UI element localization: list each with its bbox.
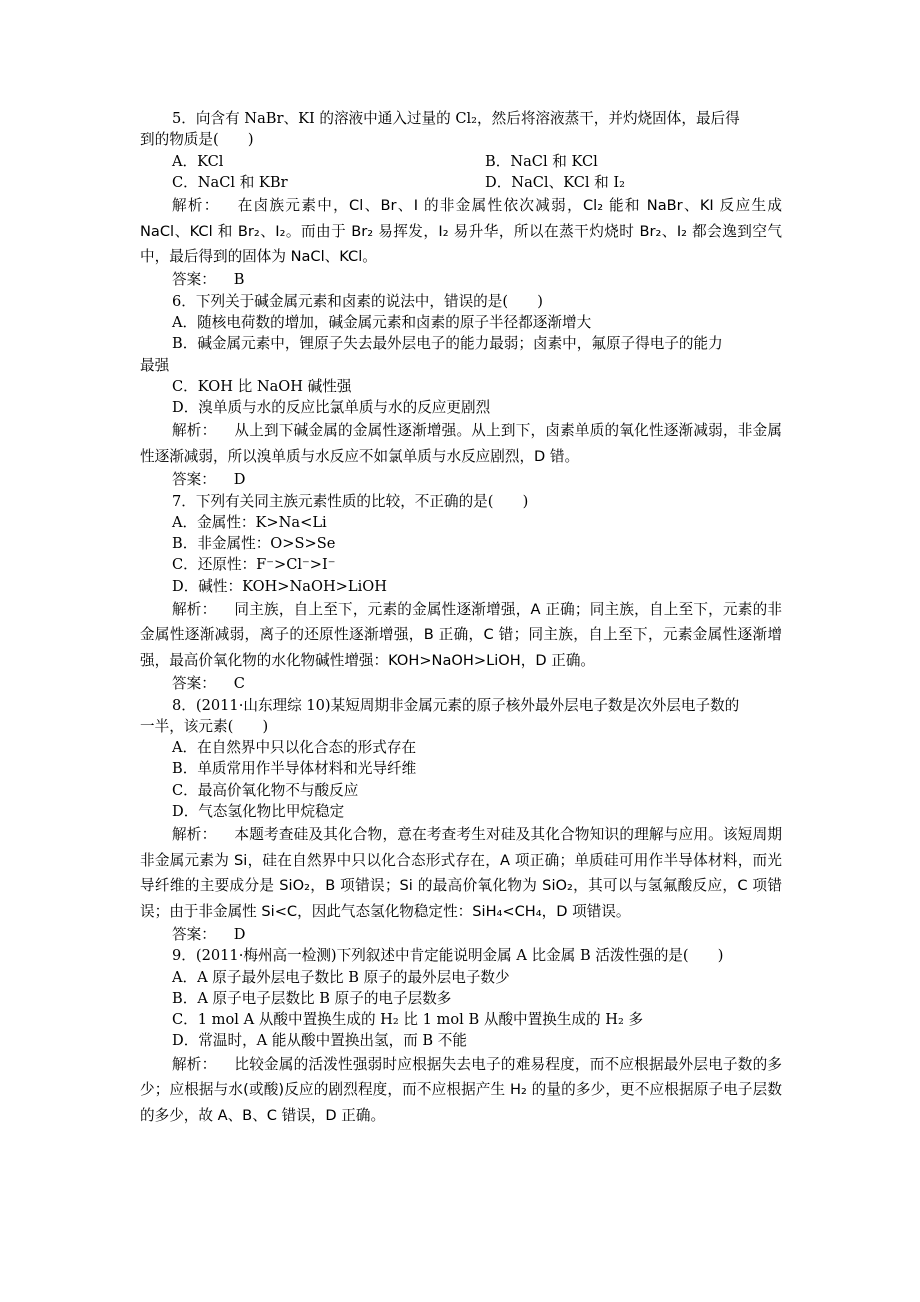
q7-option-d: D．碱性：KOH>NaOH>LiOH — [172, 577, 387, 595]
q8-option-d: D．气态氢化物比甲烷稳定 — [172, 803, 345, 821]
q9-explanation — [140, 1052, 782, 1128]
q8-explanation-text: 本题考查硅及其化合物，意在考查考生对硅及其化合物知识的理解与应用。该短周期非金属元素为 Si，硅在自然界中只以化合态形式存在，A 项正确；单质硅可用作半导体材料，而光导纤维的主要成分是 SiO₂，B 项错误；Si 的最高价氧化物为 SiO₂，其可以与氢氟酸反应，C 项错误；由于非金属性 Si<C，因此气态氢化物稳定性：SiH₄<CH₄，D 项错误。 — [140, 826, 782, 920]
q5-stem-line-1: 5．向含有 NaBr、KI 的溶液中通入过量的 Cl₂，然后将溶液蒸干，并灼烧固体，最后得 — [172, 110, 740, 127]
q5-options-row-1 — [140, 151, 782, 172]
q9-stem: 9．(2011·梅州高一检测)下列叙述中肯定能说明金属 A 比金属 B 活泼性强的是( ) — [172, 947, 724, 965]
q6-option-b-line-2: 最强 — [140, 356, 170, 374]
q8-option-a: A．在自然界中只以化合态的形式存在 — [172, 739, 417, 757]
q6-option-d: D．溴单质与水的反应比氯单质与水的反应更剧烈 — [172, 399, 491, 417]
q6-option-a: A．随核电荷数的增加，碱金属元素和卤素的原子半径都逐渐增大 — [172, 314, 592, 331]
q8-option-c: C．最高价氧化物不与酸反应 — [172, 781, 359, 799]
q6-option-c: C．KOH 比 NaOH 碱性强 — [172, 377, 352, 395]
q5-explanation-text: 在卤族元素中，Cl、Br、I 的非金属性依次减弱，Cl₂ 能和 NaBr、KI 反应生成 NaCl、KCl 和 Br₂、I₂。而由于 Br₂ 易挥发，I₂ 易升华，所以在蒸干灼烧时 Br₂、I₂ 都会逸到空气中，最后得到的固体为 NaCl、KCl。 — [140, 197, 782, 265]
q8-answer-label: 答案： — [172, 926, 216, 943]
q9-option-a: A．A 原子最外层电子数比 B 原子的最外层电子数少 — [172, 968, 510, 986]
q8-explanation-label: 解析： — [172, 826, 217, 844]
q8-stem-line-2: 一半，该元素( ) — [140, 717, 269, 735]
q7-option-b: B．非金属性：O>S>Se — [172, 535, 336, 553]
q5-answer-value: B — [233, 271, 245, 289]
q6-answer-value: D — [233, 471, 246, 489]
q6-answer — [140, 469, 782, 490]
q7-explanation-label: 解析： — [172, 601, 217, 619]
q7-explanation — [140, 597, 782, 673]
q7-answer-value: C — [233, 675, 245, 693]
q8-answer — [140, 924, 782, 945]
q7-answer — [140, 673, 782, 694]
q8-option-b: B．单质常用作半导体材料和光导纤维 — [172, 760, 417, 778]
q5-explanation-label: 解析： — [172, 197, 220, 215]
q5-option-b: B．NaCl 和 KCl — [485, 152, 598, 170]
q6-stem: 6．下列关于碱金属元素和卤素的说法中，错误的是( ) — [172, 292, 543, 310]
q5-answer — [140, 269, 782, 290]
q5-option-a: A．KCl — [172, 152, 224, 170]
q6-explanation — [140, 418, 782, 469]
q5-explanation — [140, 193, 782, 269]
q5-stem-line-2: 到的物质是( ) — [140, 131, 254, 149]
q6-explanation-label: 解析： — [172, 422, 217, 440]
q7-answer-label: 答案： — [172, 675, 216, 693]
q6-answer-label: 答案： — [172, 471, 216, 489]
q8-stem-line-1: 8．(2011·山东理综 10)某短周期非金属元素的原子核外最外层电子数是次外层电子数的 — [172, 696, 740, 714]
q9-option-b: B．A 原子电子层数比 B 原子的电子层数多 — [172, 989, 452, 1007]
q5-options-row-2 — [140, 172, 782, 193]
q9-explanation-text: 比较金属的活泼性强弱时应根据失去电子的难易程度，而不应根据最外层电子数的多少；应根据与水(或酸)反应的剧烈程度，而不应根据产生 H₂ 的量的多少，更不应根据原子电子层数的多少，故 A、B、C 错误，D 正确。 — [140, 1055, 782, 1124]
q7-stem: 7．下列有关同主族元素性质的比较，不正确的是( ) — [172, 492, 529, 510]
q5-option-d: D．NaCl、KCl 和 I₂ — [485, 173, 626, 191]
q9-option-d: D．常温时，A 能从酸中置换出氢，而 B 不能 — [172, 1032, 467, 1050]
q6-explanation-text: 从上到下碱金属的金属性逐渐增强。从上到下，卤素单质的氧化性逐渐减弱，非金属性逐渐减弱，所以溴单质与水反应不如氯单质与水反应剧烈，D 错。 — [140, 422, 782, 465]
q6-option-b-line-1: B．碱金属元素中，锂原子失去最外层电子的能力最弱；卤素中，氟原子得电子的能力 — [172, 335, 723, 353]
q9-explanation-label: 解析： — [172, 1055, 217, 1073]
q5-option-c: C．NaCl 和 KBr — [172, 173, 288, 191]
document-page — [140, 108, 782, 1128]
q5-answer-label: 答案： — [172, 271, 216, 289]
q7-option-c: C．还原性：F⁻>Cl⁻>I⁻ — [172, 556, 336, 574]
q7-option-a: A．金属性：K>Na<Li — [172, 513, 327, 531]
q8-answer-value: D — [233, 926, 246, 943]
q7-explanation-text: 同主族，自上至下，元素的金属性逐渐增强，A 正确；同主族，自上至下，元素的非金属性逐渐减弱，离子的还原性逐渐增强，B 正确，C 错；同主族，自上至下，元素金属性逐渐增强，最高价氧化物的水化物碱性增强：KOH>NaOH>LiOH，D 正确。 — [140, 601, 782, 669]
q8-explanation — [140, 822, 782, 924]
q9-option-c: C．1 mol A 从酸中置换生成的 H₂ 比 1 mol B 从酸中置换生成的 H₂ 多 — [172, 1011, 644, 1029]
